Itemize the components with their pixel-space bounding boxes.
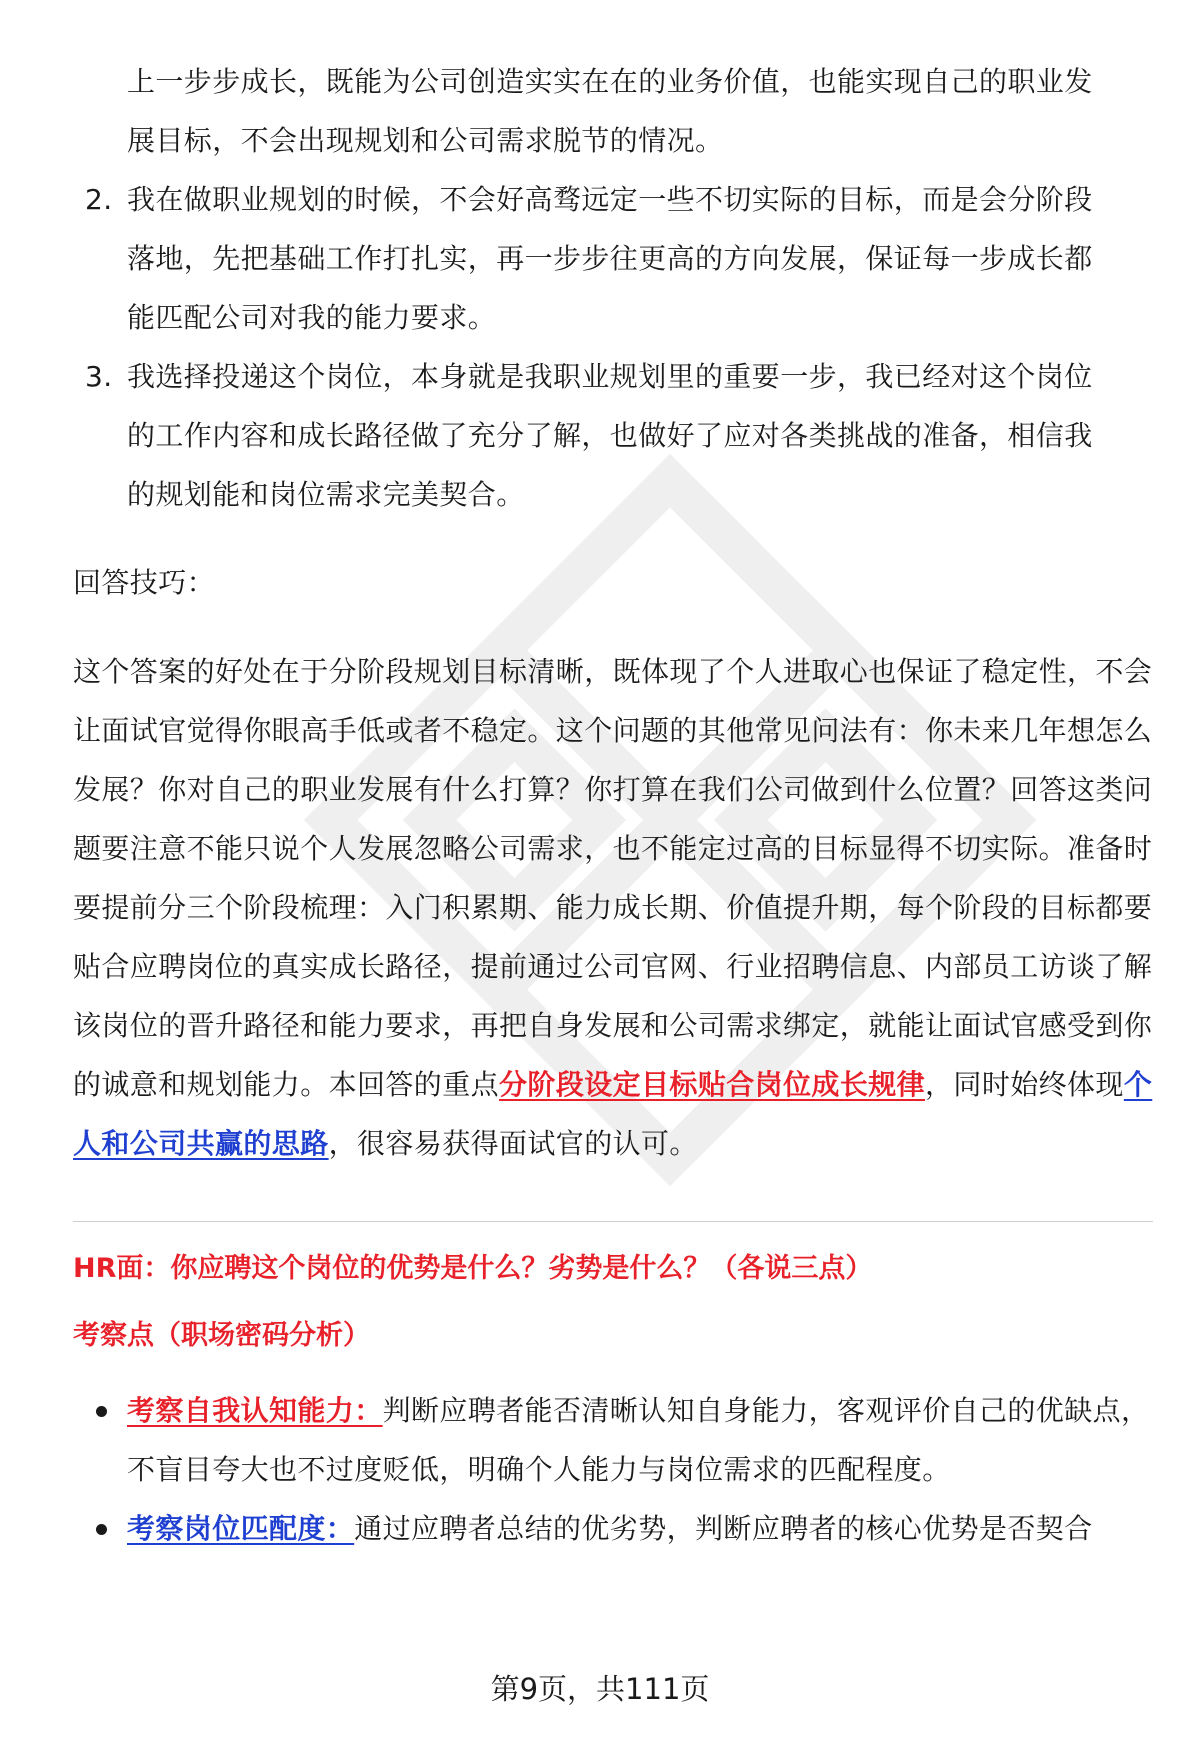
list-item-line: 我在做职业规划的时候，不会好高骛远定一些不切实际的目标，而是会分阶段 <box>127 183 1093 216</box>
continuation-line: 展目标，不会出现规划和公司需求脱节的情况。 <box>127 124 724 157</box>
list-item <box>73 170 1153 347</box>
bullet-item <box>73 1499 1153 1558</box>
numbered-list <box>73 170 1153 524</box>
bullet-label: 考察岗位匹配度： <box>127 1512 355 1545</box>
list-item-number: 2. <box>85 183 113 216</box>
tips-text: 这个答案的好处在于分阶段规划目标清晰，既体现了个人进取心也保证了稳定性，不会让面试官觉得你眼高手低或者不稳定。这个问题的其他常见问法有：你未来几年想怎么发展？你对自己的职业发展有什么打算？你打算在我们公司做到什么位置？回答这类问题要注意不能只说个人发展忽略公司需求，也不能定过高的目标显得不切实际。准备时要提前分三个阶段梳理：入门积累期、能力成长期、价值提升期，每个阶段的目标都要贴合应聘岗位的真实成长路径，提前通过公司官网、行业招聘信息、内部员工访谈了解该岗位的晋升路径和能力要求，再把自身发展和公司需求绑定，就能让面试官感受到你的诚意和规划能力。本回答的重点 <box>73 655 1153 1101</box>
bullet-list <box>73 1381 1153 1558</box>
bullet-dot <box>96 1524 107 1535</box>
list-continuation <box>73 52 1153 170</box>
tips-text: ，同时始终体现 <box>925 1068 1124 1101</box>
page-number: 第9页，共111页 <box>490 1672 710 1706</box>
question-title: HR面：你应聘这个岗位的优势是什么？劣势是什么？（各说三点） <box>73 1253 873 1284</box>
tips-body <box>73 642 1153 1173</box>
question-subtitle: 考察点（职场密码分析） <box>73 1320 370 1351</box>
section-divider <box>73 1221 1153 1222</box>
continuation-line: 上一步步成长，既能为公司创造实实在在的业务价值，也能实现自己的职业发 <box>127 65 1093 98</box>
page-content <box>73 52 1153 1558</box>
list-item-line: 能匹配公司对我的能力要求。 <box>127 301 497 334</box>
bullet-text: 判断应聘者能否清晰认知自身能力，客观评价自己的优缺点，不盲目夸大也不过度贬低，明确个人能力与岗位需求的匹配程度。 <box>127 1394 1150 1486</box>
list-item-line: 我选择投递这个岗位，本身就是我职业规划里的重要一步，我已经对这个岗位 <box>127 360 1093 393</box>
list-item-line: 的工作内容和成长路径做了充分了解，也做好了应对各类挑战的准备，相信我 <box>127 419 1093 452</box>
list-item-line: 的规划能和岗位需求完美契合。 <box>127 478 525 511</box>
list-item-line: 落地，先把基础工作打扎实，再一步步往更高的方向发展，保证每一步成长都 <box>127 242 1093 275</box>
bullet-dot <box>96 1406 107 1417</box>
bullet-text: 通过应聘者总结的优劣势，判断应聘者的核心优势是否契合 <box>354 1512 1093 1545</box>
tips-text: ，很容易获得面试官的认可。 <box>328 1127 698 1160</box>
highlight-red: 分阶段设定目标贴合岗位成长规律 <box>499 1068 926 1101</box>
bullet-label: 考察自我认知能力： <box>127 1394 383 1427</box>
list-item-number: 3. <box>85 360 113 393</box>
list-item <box>73 347 1153 524</box>
bullet-item <box>73 1381 1153 1499</box>
tips-label: 回答技巧： <box>73 566 216 599</box>
highlight-blue: 个人和公司共赢的思路 <box>73 1068 1153 1160</box>
